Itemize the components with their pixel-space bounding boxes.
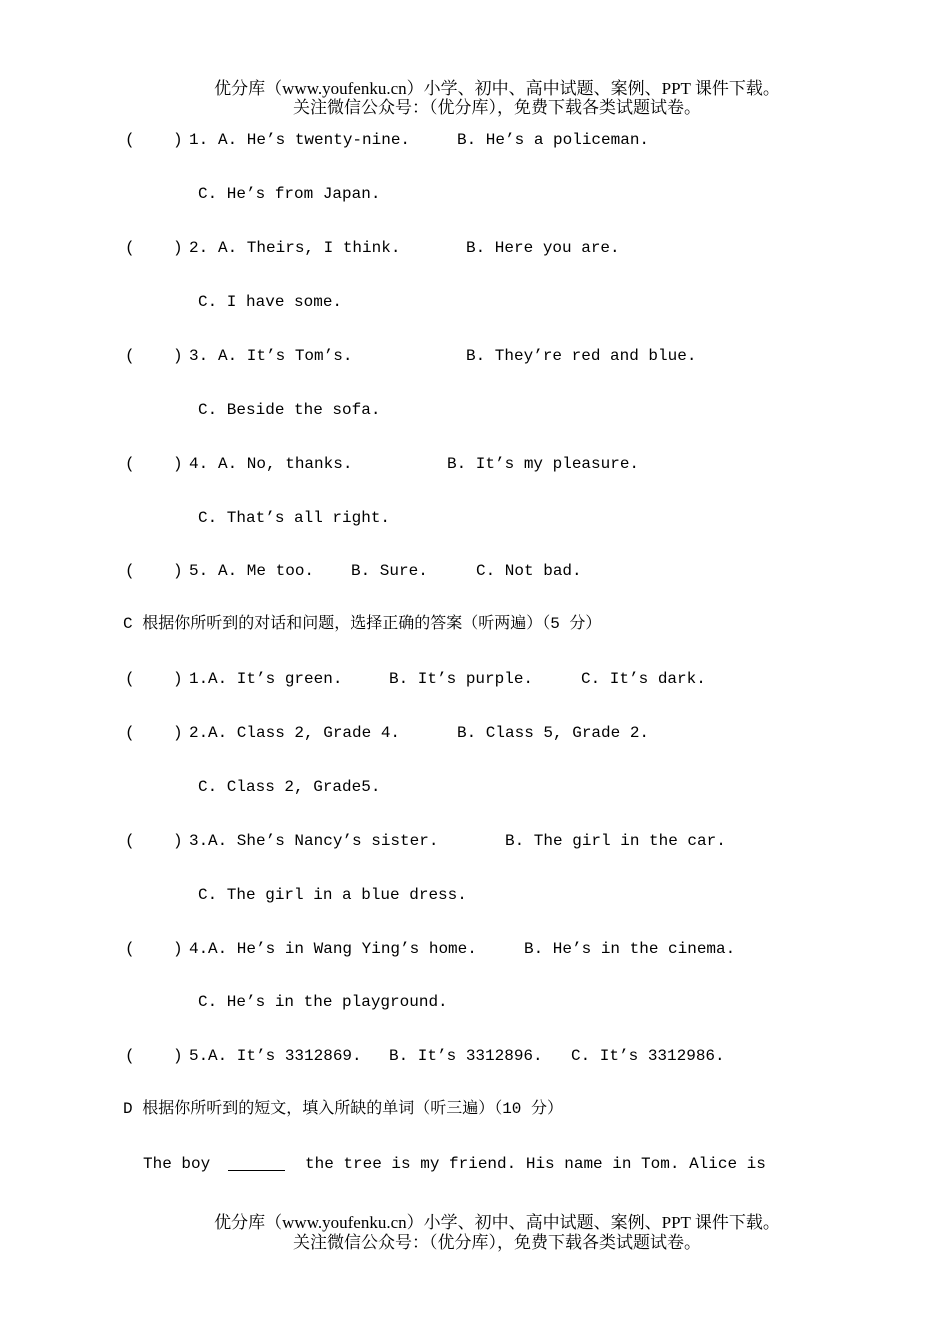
- passage-text-after-blank: the tree is my friend. His name in Tom. Alice is: [305, 1155, 766, 1173]
- question-row-continued: [0, 992, 950, 1012]
- option-a: A. It’s Tom’s.: [218, 347, 353, 365]
- question-number: 5.: [189, 1047, 209, 1065]
- option-c: C. It’s 3312986.: [571, 1047, 725, 1065]
- option-b: B. It’s purple.: [389, 670, 534, 688]
- question-number: 2.: [189, 724, 209, 742]
- footer-line-2: 关注微信公众号：（优分库），免费下载各类试题试卷。: [293, 1233, 701, 1252]
- option-b: B. It’s my pleasure.: [447, 455, 640, 473]
- option-b: B. They’re red and blue.: [466, 347, 697, 365]
- question-row-continued: [0, 184, 950, 204]
- option-b: B. Class 5, Grade 2.: [457, 724, 650, 742]
- answer-bracket: ( ): [125, 940, 183, 958]
- option-a: A. No, thanks.: [218, 455, 353, 473]
- option-b: B. Sure.: [351, 562, 428, 580]
- option-b: B. The girl in the car.: [505, 832, 726, 850]
- answer-bracket: ( ): [125, 131, 183, 149]
- answer-bracket: ( ): [125, 562, 183, 580]
- option-a: A. He’s in Wang Ying’s home.: [208, 940, 477, 958]
- option-a: A. Theirs, I think.: [218, 239, 401, 257]
- answer-bracket: ( ): [125, 239, 183, 257]
- option-b: B. It’s 3312896.: [389, 1047, 543, 1065]
- option-c: C. Beside the sofa.: [198, 401, 381, 419]
- question-number: 3.: [189, 832, 209, 850]
- answer-bracket: ( ): [125, 1047, 183, 1065]
- question-number: 5.: [189, 562, 209, 580]
- answer-bracket: ( ): [125, 455, 183, 473]
- question-row: [0, 723, 950, 743]
- question-row-continued: [0, 508, 950, 528]
- question-number: 2.: [189, 239, 209, 257]
- question-number: 1.: [189, 670, 209, 688]
- section-c-title-row: [0, 614, 950, 634]
- answer-bracket: ( ): [125, 724, 183, 742]
- option-a: A. She’s Nancy’s sister.: [208, 832, 439, 850]
- passage-row: [0, 1154, 950, 1174]
- question-row-continued: [0, 400, 950, 420]
- option-a: A. It’s 3312869.: [208, 1047, 362, 1065]
- option-c: C. I have some.: [198, 293, 343, 311]
- option-c: C. The girl in a blue dress.: [198, 886, 467, 904]
- option-b: B. He’s a policeman.: [457, 131, 650, 149]
- question-row: [0, 238, 950, 258]
- question-number: 4.: [189, 940, 209, 958]
- header-line-1: 优分库（www.youfenku.cn）小学、初中、高中试题、案例、PPT 课件下载。: [214, 79, 780, 98]
- question-row-continued: [0, 885, 950, 905]
- answer-bracket: ( ): [125, 670, 183, 688]
- question-number: 1.: [189, 131, 209, 149]
- section-d-title: D 根据你所听到的短文，填入所缺的单词（听三遍）（10 分）: [123, 1100, 564, 1118]
- question-number: 4.: [189, 455, 209, 473]
- question-row: [0, 346, 950, 366]
- fill-in-blank: [228, 1154, 285, 1171]
- option-a: A. Me too.: [218, 562, 315, 580]
- option-b: B. Here you are.: [466, 239, 620, 257]
- option-a: A. He’s twenty-nine.: [218, 131, 411, 149]
- option-c: C. He’s from Japan.: [198, 185, 381, 203]
- answer-bracket: ( ): [125, 832, 183, 850]
- question-row: [0, 130, 950, 150]
- option-c: C. That’s all right.: [198, 509, 391, 527]
- question-row: [0, 1046, 950, 1066]
- option-a: A. It’s green.: [208, 670, 343, 688]
- question-row: [0, 454, 950, 474]
- option-c: C. It’s dark.: [581, 670, 706, 688]
- question-row: [0, 561, 950, 581]
- section-d-title-row: [0, 1099, 950, 1119]
- answer-bracket: ( ): [125, 347, 183, 365]
- question-row-continued: [0, 292, 950, 312]
- question-row-continued: [0, 777, 950, 797]
- question-row: [0, 669, 950, 689]
- option-c: C. Class 2, Grade5.: [198, 778, 381, 796]
- header-line-2: 关注微信公众号：（优分库），免费下载各类试题试卷。: [293, 98, 701, 117]
- question-row: [0, 831, 950, 851]
- option-b: B. He’s in the cinema.: [524, 940, 736, 958]
- section-c-title: C 根据你所听到的对话和问题，选择正确的答案（听两遍）（5 分）: [123, 615, 602, 633]
- option-c: C. He’s in the playground.: [198, 993, 448, 1011]
- option-a: A. Class 2, Grade 4.: [208, 724, 401, 742]
- question-row: [0, 939, 950, 959]
- option-c: C. Not bad.: [476, 562, 582, 580]
- footer-line-1: 优分库（www.youfenku.cn）小学、初中、高中试题、案例、PPT 课件下载。: [214, 1213, 780, 1232]
- question-number: 3.: [189, 347, 209, 365]
- passage-text-before-blank: The boy: [143, 1155, 211, 1173]
